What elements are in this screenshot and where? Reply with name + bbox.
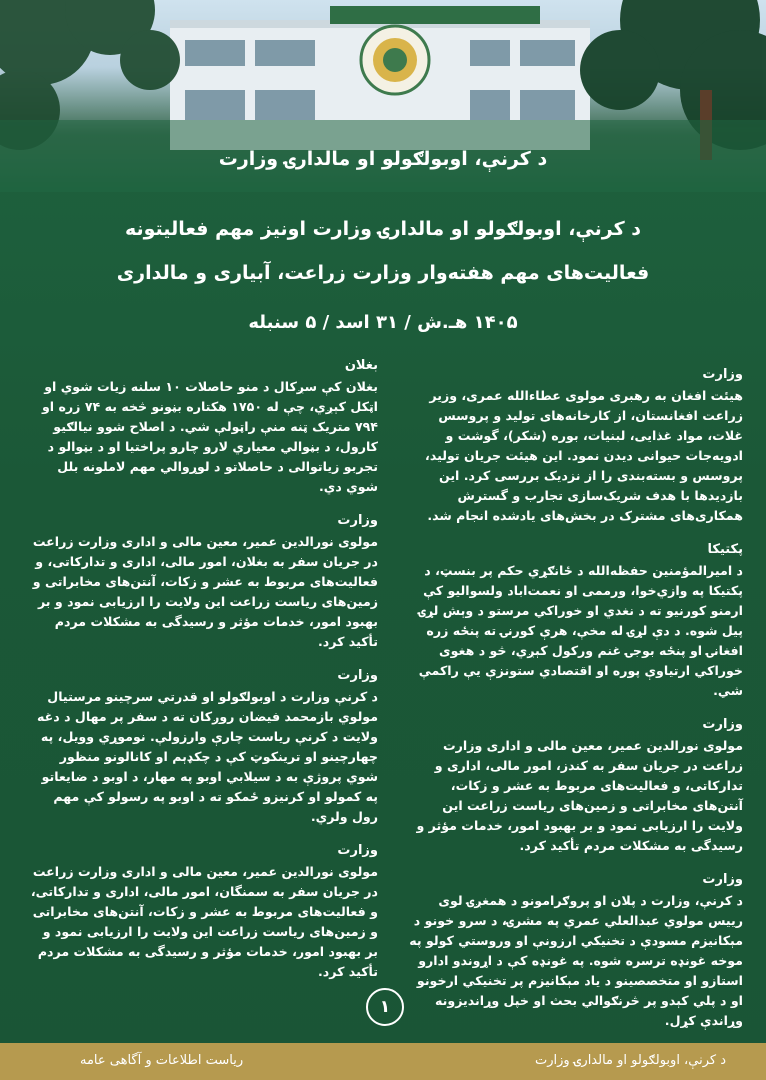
news-item-title: وزارت — [702, 367, 743, 382]
heading-pashto: د کرنې، اوبولګولو او مالدارۍ وزارت اونیز مهم فعالیتونه — [124, 218, 642, 240]
news-item — [30, 356, 378, 497]
news-item-title: وزارت — [337, 513, 378, 528]
news-item-body: مولوی نورالدین عمیر، معین مالی و اداری وزارت زراعت در جریان سفر به کندز، امور مالی، اداری و تدارکاتی، و فعالیت‌های مربوط به عشر و زکات، آنتن‌های مخابراتی و زمین‌های ریاست زراعت این ولایت را ارزیابی نمود و بر بهبود امور، خدمات مؤثر و رسیدگی به مشکلات مردم تأکید کرد. — [416, 738, 743, 853]
news-item — [405, 540, 743, 701]
news-item-title: وزارت — [337, 843, 378, 858]
footer-department: ریاست اطلاعات و آگاهی عامه — [80, 1053, 244, 1068]
news-item-title: وزارت — [702, 872, 743, 887]
news-item — [30, 841, 378, 982]
news-item-body: بغلان کې سږکال د منو حاصلات ۱۰ سلنه زیات شوي او اټکل کېږي، چې له ۱۷۵۰ هکتاره بڼونو څخه به ۷۴ زره او ۷۹۴ متریک ټنه منې راټولې شي. د اصلاح شوو نیالګیو کارول، د بڼوالي معیاري لارو چارو پراختیا او د بڼوالو د تجربو زیاتوالی د حاصلاتو د لوړوالي مهم لاملونه بلل شوي دي. — [41, 379, 378, 494]
footer-bar — [0, 1043, 766, 1080]
right-column — [405, 365, 743, 1045]
heading-dari: فعالیت‌های مهم هفته‌وار وزارت زراعت، آبیاری و مالداری — [116, 262, 650, 284]
header-photo — [0, 0, 766, 192]
news-item — [405, 365, 743, 526]
news-item-title: وزارت — [337, 668, 378, 683]
news-item-title: پکتیکا — [707, 542, 743, 557]
news-item — [30, 511, 378, 652]
news-item-body: مولوی نورالدین عمیر، معین مالی و اداری وزارت زراعت در جریان سفر به بغلان، امور مالی، اداری و تدارکاتی، و فعالیت‌های مربوط به عشر و زکات، آنتن‌های مخابراتی و زمین‌های ریاست زراعت این ولایت را ارزیابی نمود و بر بهبود امور، خدمات مؤثر و رسیدگی به مشکلات مردم تأکید کرد. — [32, 534, 378, 649]
news-item-body: مولوی نورالدین عمیر، معین مالی و اداری وزارت زراعت در جریان سفر به سمنگان، امور مالی، اداری و تدارکاتی، و فعالیت‌های مربوط به عشر و زکات، آنتن‌های مخابراتی و زمین‌های ریاست زراعت این ولایت را ارزیابی نمود و بر بهبود امور، خدمات مؤثر و رسیدگی به مشکلات مردم تأکید کرد. — [30, 864, 378, 979]
footer-ministry: د کرنې، اوبولګولو او مالدارۍ وزارت — [534, 1053, 726, 1068]
news-item-title: وزارت — [702, 717, 743, 732]
ministry-title: د کرنې، اوبولګولو او مالدارۍ وزارت — [218, 148, 548, 170]
news-item-body: د کرنې وزارت د اوبولګولو او قدرتي سرچینو مرستیال مولوي بازمحمد فیضان روږکان ته د سفر پر مهال د دغه ولایت د کرنې ریاست چارې وارزولې. نوموړي وویل، په چهارچینو او ترینکوټ کې د چکډېم او کانالونو منظور شوي پروژې به د سیلابي اوبو په مهار، د اوبو د ضایعاتو په کمولو او کرنیزو ځمکو ته د اوبو په رسولو کې مهم رول ولري. — [36, 689, 378, 824]
heading-date: ۱۴۰۵ هـ.ش / ۳۱ اسد / ۵ سنبله — [248, 312, 518, 333]
news-item-body: د امیرالمؤمنین حفظه‌الله د ځانګړي حکم پر بنسټ، د پکتیکا په وازي‌خوا، ورممی او نعمت‌اباد ولسوالیو کې ارمنو کورنیو ته د نغدي او خوراکي مرستو د وېش لړۍ پیل شوه. د دې لړۍ له مخې، هرې کورنۍ ته پنځه زره افغانۍ او پنځه بوجۍ غنم ورکول کېږي، څو د هغوی خوراکي ارتیاوې پوره او اقتصادي ستونزې یې راکمې شي. — [418, 563, 743, 698]
page-number: ۱ — [366, 988, 404, 1026]
news-item-title: بغلان — [344, 358, 378, 373]
news-item — [30, 666, 378, 827]
news-item-body: هیئت افغان به رهبری مولوی عطاءالله عمری، وزیر زراعت افغانستان، از کارخانه‌های تولید و پروسس غلات، مواد غذایی، لبنیات، بوره (شکر)، گوشت و ادویه‌جات حیوانی دیدن نمود. این هیئت جریان تولید، پروسس و بسته‌بندی را از نزدیک بررسی کرد. این بازدیدها با هدف شریک‌سازی تجارب و گسترش همکاری‌های مشترک در بخش‌های یادشده انجام شد. — [425, 388, 743, 523]
news-item — [405, 715, 743, 856]
news-item — [405, 870, 743, 1031]
news-item-body: د کرنې، وزارت د پلان او پروګرامونو د همغږۍ لوی رییس مولوي عبدالعلي عمري په مشرۍ، د سرو خونو د مېکانیزم مسودې د تخنیکي ارزونې او وروستي کولو په موخه غونډه ترسره شوه. په غونډه کې د اړوندو ادارو استازو او متخصصینو د یاد مېکانیزم پر تخنیکي ارخونو او د پلي کېدو پر څرنګوالي بحث او خپل وړاندیزونه وړاندې کړل. — [409, 893, 743, 1028]
left-column — [30, 356, 378, 996]
